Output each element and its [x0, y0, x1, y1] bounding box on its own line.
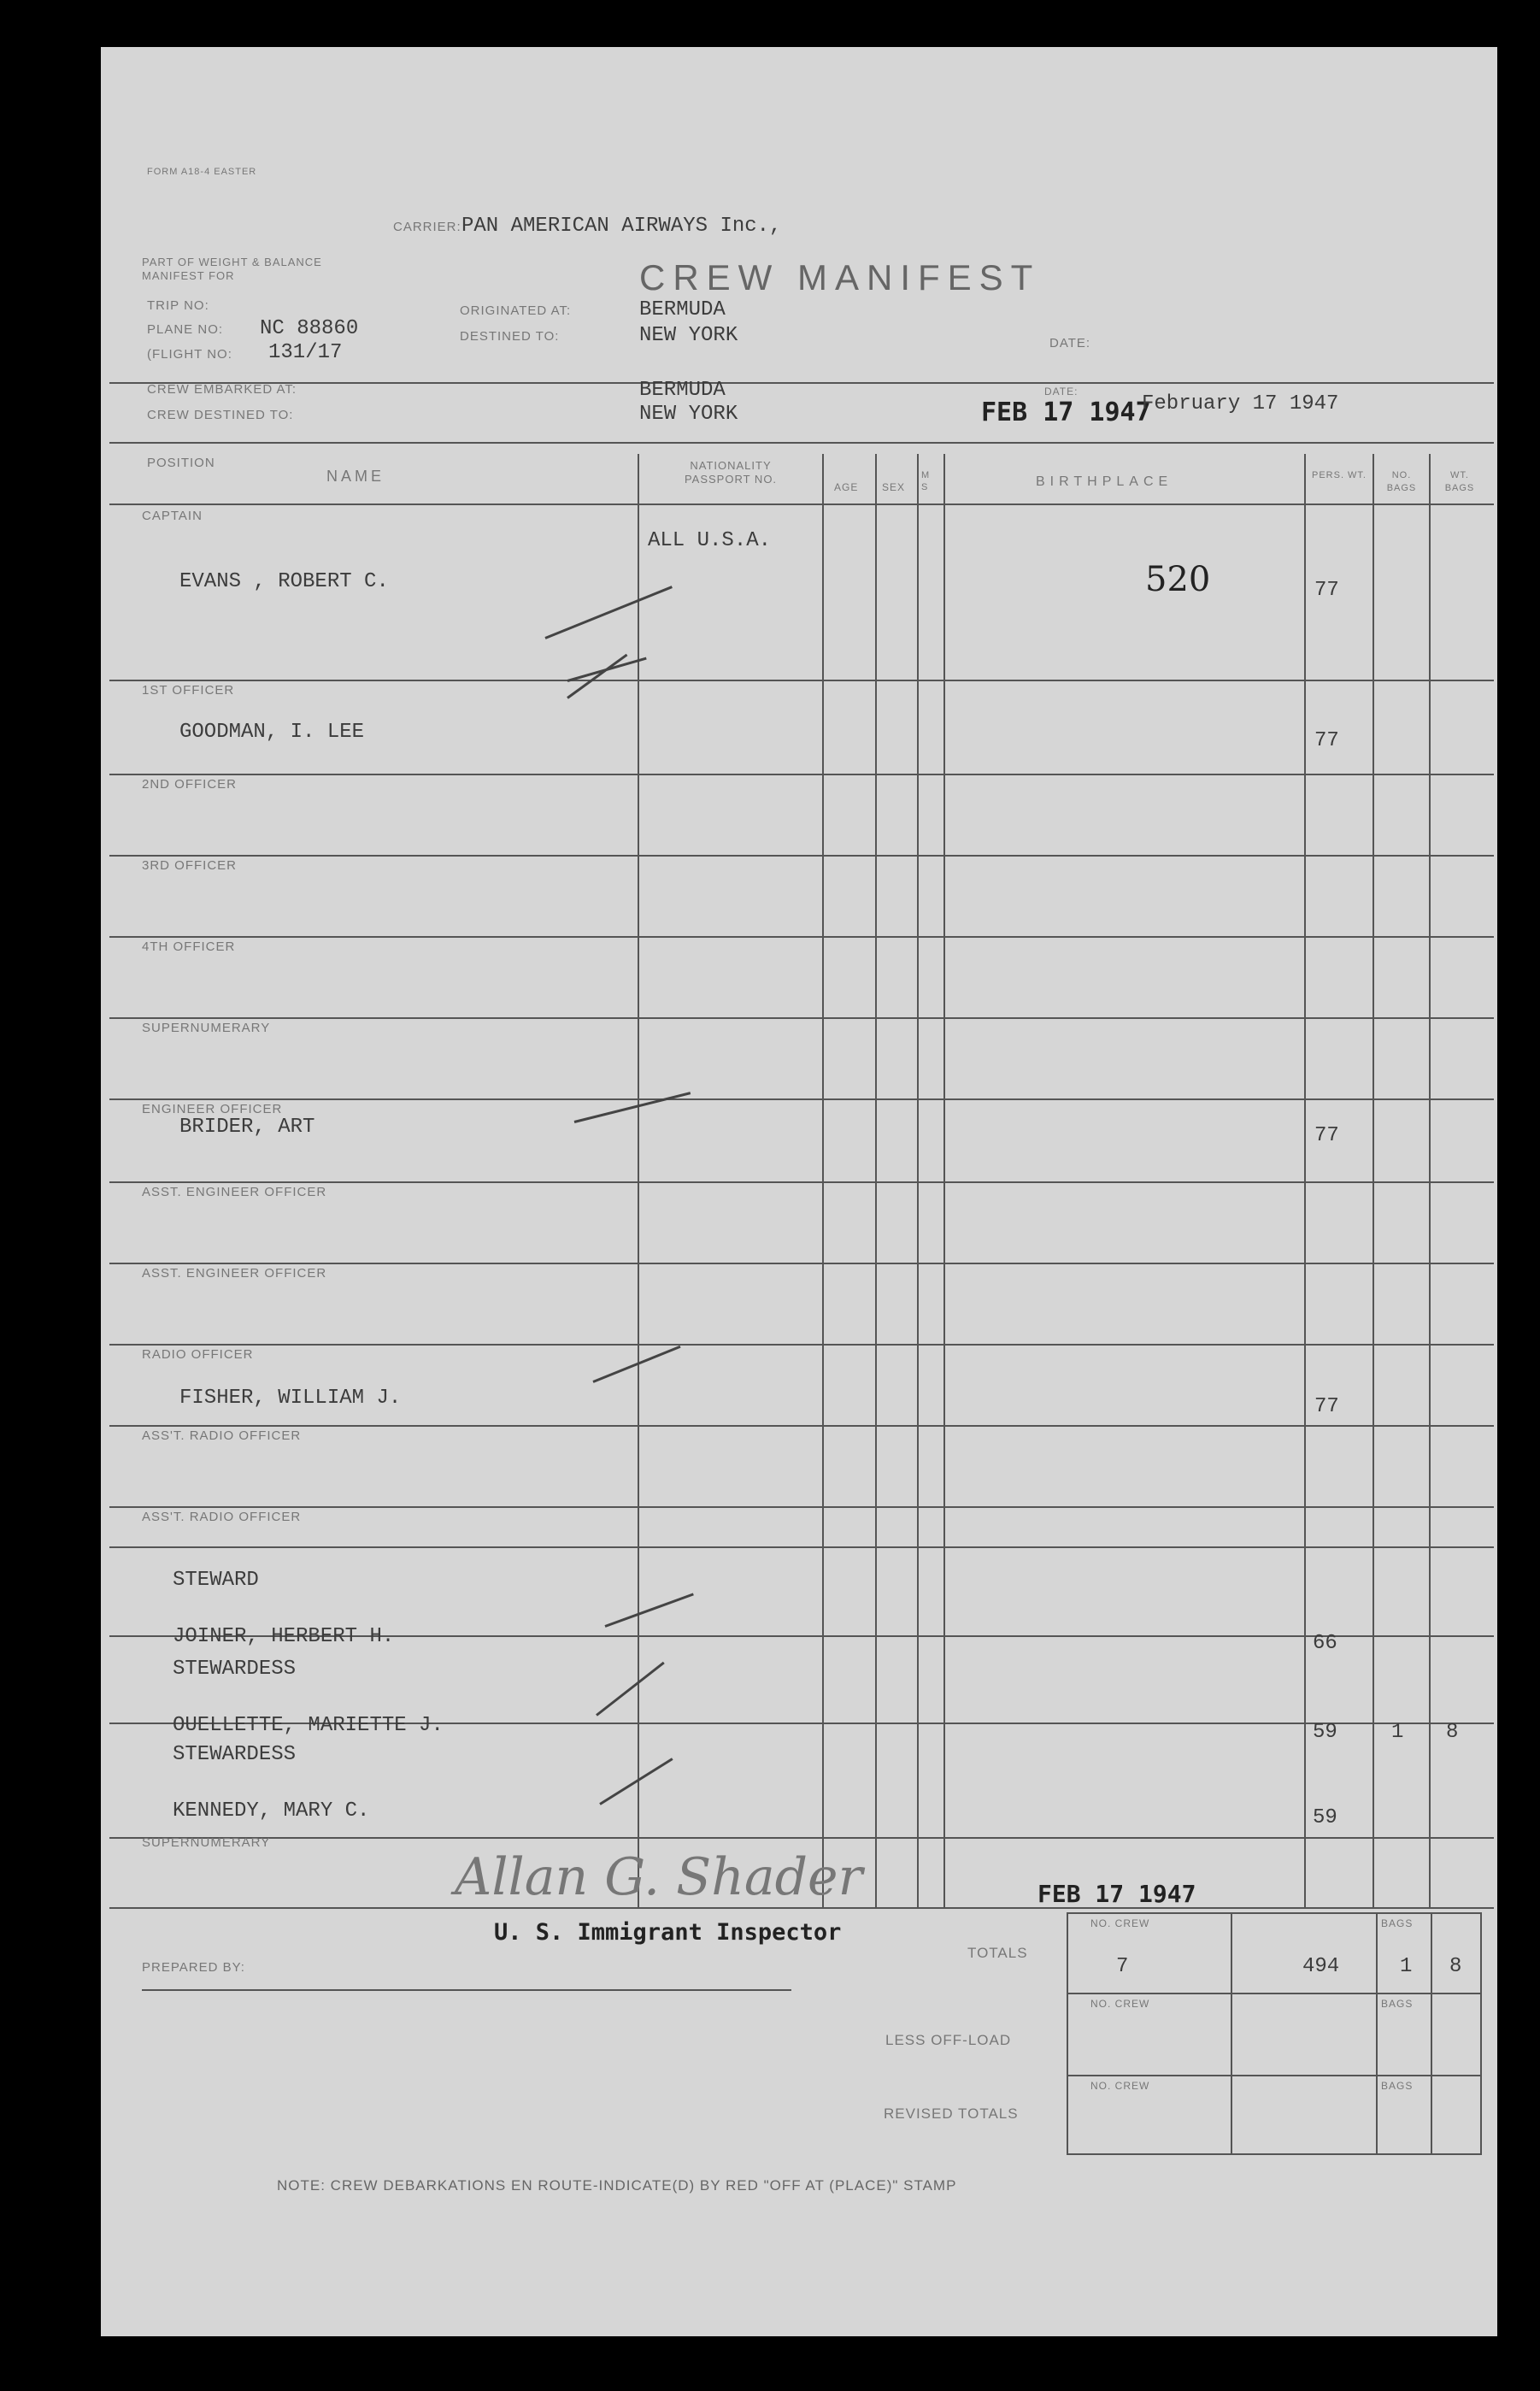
- typed-name: OUELLETTE, MARIETTE J.: [173, 1714, 444, 1737]
- originated-value: BERMUDA: [639, 298, 726, 321]
- row-rule: [109, 1425, 1494, 1427]
- totals-rule: [1068, 1993, 1480, 1994]
- crew-name: GOODMAN, I. LEE: [179, 721, 365, 744]
- crew-weight: 77: [1314, 579, 1339, 602]
- form-number: FORM A18-4 EASTER: [147, 167, 257, 177]
- page-title: CREW MANIFEST: [639, 257, 1041, 297]
- col-rule: [917, 454, 919, 1907]
- check-mark: [599, 1758, 673, 1805]
- destined-label: DESTINED TO:: [460, 329, 560, 344]
- row-rule: [109, 855, 1494, 857]
- embarked-value: BERMUDA: [639, 379, 726, 402]
- position-label: 3RD OFFICER: [142, 858, 238, 873]
- totals-col-rule: [1431, 1914, 1432, 2153]
- col-rule: [1372, 454, 1374, 1907]
- position-label: RADIO OFFICER: [142, 1347, 254, 1362]
- position-label: ENGINEER OFFICER: [142, 1102, 283, 1116]
- stamp-number: 520: [1145, 560, 1211, 599]
- supernumerary-label: SUPERNUMERARY: [142, 1835, 271, 1850]
- table-bottom-rule: [109, 1907, 1494, 1909]
- header-wt-bags: WT. BAGS: [1444, 470, 1475, 493]
- typed-bag-weight: 8: [1446, 1721, 1459, 1744]
- row-rule: [109, 936, 1494, 938]
- position-label: ASS'T. RADIO OFFICER: [142, 1510, 302, 1524]
- crew-weight: 77: [1314, 729, 1339, 752]
- crew-name: FISHER, WILLIAM J.: [179, 1387, 402, 1410]
- trip-label: TRIP NO:: [147, 298, 209, 313]
- inspector-signature: Allan G. Shader: [455, 1847, 863, 1907]
- no-crew-label: NO. CREW: [1090, 2080, 1150, 2092]
- typed-name: KENNEDY, MARY C.: [173, 1799, 370, 1823]
- bags-label: BAGS: [1381, 1917, 1414, 1929]
- typed-bags: 1: [1391, 1721, 1404, 1744]
- col-rule: [875, 454, 877, 1907]
- prepared-by-line: [142, 1989, 791, 1991]
- position-label: SUPERNUMERARY: [142, 1021, 271, 1035]
- row-rule: [109, 1344, 1494, 1346]
- total-bags: 1: [1400, 1955, 1413, 1978]
- header-no-bags: NO. BAGS: [1386, 470, 1417, 493]
- typed-weight: 59: [1313, 1806, 1337, 1829]
- nationality-all: ALL U.S.A.: [648, 529, 772, 552]
- header-position: POSITION: [147, 456, 215, 470]
- date-stamp: FEB 17 1947: [981, 398, 1151, 427]
- totals-col-rule: [1376, 1914, 1378, 2153]
- position-label: ASST. ENGINEER OFFICER: [142, 1185, 327, 1199]
- originated-label: ORIGINATED AT:: [460, 303, 572, 318]
- prepared-by-label: PREPARED BY:: [142, 1960, 245, 1975]
- crew-name: EVANS , ROBERT C.: [179, 570, 389, 593]
- header-nationality: NATIONALITY PASSPORT NO.: [684, 459, 778, 486]
- position-label: CAPTAIN: [142, 509, 203, 523]
- header-name: NAME: [326, 468, 385, 485]
- date-typed: February 17 1947: [1142, 392, 1339, 415]
- date-label-top: DATE:: [1049, 336, 1091, 350]
- typed-weight: 59: [1313, 1721, 1337, 1744]
- crew-destined-value: NEW YORK: [639, 403, 738, 426]
- position-label: 1ST OFFICER: [142, 683, 235, 698]
- row-rule: [109, 774, 1494, 775]
- row-rule: [109, 680, 1494, 681]
- bags-label: BAGS: [1381, 2080, 1414, 2092]
- crew-name: BRIDER, ART: [179, 1116, 315, 1139]
- typed-role: STEWARD: [173, 1569, 259, 1592]
- destined-value: NEW YORK: [639, 324, 738, 347]
- no-crew-label: NO. CREW: [1090, 1998, 1150, 2010]
- embarked-label: CREW EMBARKED AT:: [147, 382, 297, 397]
- carrier-name: PAN AMERICAN AIRWAYS Inc.,: [461, 215, 782, 238]
- header-sex: SEX: [882, 481, 906, 493]
- position-label: ASST. ENGINEER OFFICER: [142, 1266, 327, 1281]
- date-label: DATE:: [1044, 386, 1079, 398]
- check-mark: [604, 1593, 693, 1627]
- manifest-sheet: [101, 47, 1497, 2336]
- header-birthplace: BIRTHPLACE: [1036, 474, 1173, 489]
- inspector-title: U. S. Immigrant Inspector: [494, 1919, 842, 1946]
- col-rule: [1429, 454, 1431, 1907]
- col-rule: [1304, 454, 1306, 1907]
- check-mark: [592, 1346, 680, 1383]
- typed-role: STEWARDESS: [173, 1743, 297, 1766]
- col-rule: [638, 454, 639, 1907]
- total-crew: 7: [1116, 1955, 1129, 1978]
- revised-totals-label: REVISED TOTALS: [884, 2105, 1019, 2122]
- totals-col-rule: [1231, 1914, 1232, 2153]
- plane-label: PLANE NO:: [147, 322, 224, 337]
- totals-box: [1067, 1912, 1482, 2155]
- header-rule: [109, 504, 1494, 505]
- check-mark: [596, 1662, 665, 1717]
- total-weight: 494: [1302, 1955, 1340, 1978]
- no-crew-label: NO. CREW: [1090, 1917, 1150, 1929]
- row-rule: [109, 1017, 1494, 1019]
- header-ms: M S: [921, 470, 931, 492]
- row-rule: [109, 1506, 1494, 1508]
- crew-weight: 77: [1314, 1124, 1339, 1147]
- totals-label: TOTALS: [967, 1945, 1028, 1961]
- header-pers-wt: PERS. WT.: [1311, 470, 1367, 480]
- check-mark: [544, 586, 672, 639]
- typed-weight: 66: [1313, 1632, 1337, 1655]
- typed-role: STEWARDESS: [173, 1658, 297, 1681]
- table-top-rule: [109, 442, 1494, 444]
- totals-rule: [1068, 2075, 1480, 2076]
- header-age: AGE: [834, 481, 859, 493]
- footer-note: NOTE: CREW DEBARKATIONS EN ROUTE-INDICATE(D) BY RED "OFF AT (PLACE)" STAMP: [277, 2177, 957, 2194]
- row-rule: [109, 1546, 1494, 1548]
- crew-destined-label: CREW DESTINED TO:: [147, 408, 294, 422]
- less-offload-label: LESS OFF-LOAD: [885, 2032, 1012, 2048]
- signature-date-stamp: FEB 17 1947: [1037, 1880, 1196, 1908]
- weight-balance-note: PART OF WEIGHT & BALANCE MANIFEST FOR: [142, 256, 322, 282]
- carrier-label: CARRIER:: [393, 220, 461, 234]
- row-rule: [109, 1098, 1494, 1100]
- row-rule: [109, 1263, 1494, 1264]
- plane-number: NC 88860: [260, 317, 359, 340]
- row-rule: [109, 1181, 1494, 1183]
- bags-label: BAGS: [1381, 1998, 1414, 2010]
- check-mark: [574, 1092, 691, 1123]
- col-rule: [943, 454, 945, 1907]
- flight-number: 131/17: [268, 341, 343, 364]
- col-rule: [822, 454, 824, 1907]
- crew-weight: 77: [1314, 1395, 1339, 1418]
- divider: [109, 382, 1494, 384]
- row-rule: [109, 1837, 1494, 1839]
- position-label: 2ND OFFICER: [142, 777, 238, 792]
- position-label: 4TH OFFICER: [142, 939, 236, 954]
- flight-label: (FLIGHT NO:: [147, 347, 232, 362]
- total-bag-weight: 8: [1449, 1955, 1462, 1978]
- typed-name: JOINER, HERBERT H.: [173, 1625, 395, 1648]
- position-label: ASS'T. RADIO OFFICER: [142, 1428, 302, 1443]
